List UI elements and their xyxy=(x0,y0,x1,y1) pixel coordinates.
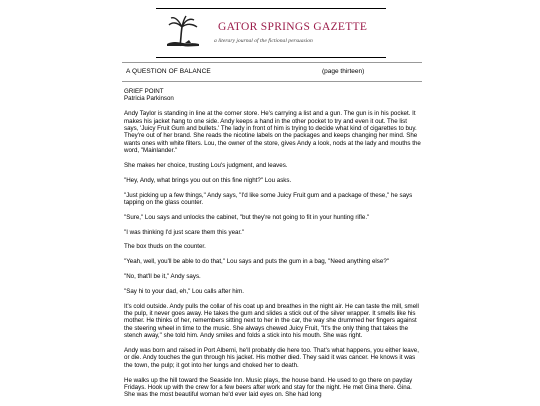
publication-subtitle: a literary journal of the fictional persuasion xyxy=(214,38,313,44)
story-title: GRIEF POINT xyxy=(124,88,164,95)
story-paragraph: The box thuds on the counter. xyxy=(124,243,206,251)
story-paragraph: Andy was born and raised in Port Alberni, he'll probably die here too. That's what happens, you either leave, or die. Andy touches the gun through his jacket. His mother died. They said it was cancer. He knows it was the town, the pulp; it got into her lungs and choked her to death. xyxy=(124,347,419,369)
story-paragraph: "Say hi to your dad, eh," Lou calls after him. xyxy=(124,287,244,295)
story-paragraph: "Just picking up a few things," Andy says, "I'd like some Juicy Fruit gum and a package of these," he says tapping on the glass counter. xyxy=(124,191,413,207)
page-number: (page thirteen) xyxy=(322,68,365,75)
gator-tree-logo-icon xyxy=(164,13,202,51)
story-paragraph: "Hey, Andy, what brings you out on this fine night?" Lou asks. xyxy=(124,176,292,184)
story-content xyxy=(124,88,422,406)
story-paragraph: It's cold outside. Andy pulls the collar of his coat up and breathes in the night air. He can taste the mill, smell the pulp, it never goes away. He takes the gum and slides a stick out of the silver wrapper. It smells like his mother. He thinks of her, remembers sitting next to her in the car, the way she drummed her fingers against the steering wheel in time to the music. She always chewed Juicy Fruit, "It's the only thing that takes the stench away," she told him. Andy smiles and folds a stick into his mouth. She was right. xyxy=(124,302,419,340)
story-paragraph: "Sure," Lou says and unlocks the cabinet, "but they're not going to fit in your hunting rifle." xyxy=(124,213,370,221)
story-paragraph: "Yeah, well, you'll be able to do that," Lou says and puts the gum in a bag, "Need anything else?" xyxy=(124,258,389,266)
story-header xyxy=(124,88,422,103)
publication-title: GATOR SPRINGS GAZETTE xyxy=(218,21,368,33)
story-author: Patricia Parkinson xyxy=(124,95,174,103)
section-title: A QUESTION OF BALANCE xyxy=(126,68,211,75)
story-paragraph: "I was thinking I'd just scare them this year." xyxy=(124,228,245,236)
section-header xyxy=(122,62,422,82)
story-paragraph: "No, that'll be it," Andy says. xyxy=(124,273,201,281)
masthead xyxy=(156,8,386,58)
story-paragraph: He walks up the hill toward the Seaside Inn. Music plays, the house band. He used to go there on payday Fridays. Hook up with the crew for a few beers after work and stay for the night. He met Gina there. Gina. She was the most beautiful woman he'd ever laid eyes on. She had long xyxy=(124,376,413,399)
story-paragraph: Andy Taylor is standing in line at the corner store. He's carrying a list and a gun. The gun is in his pocket. It makes his jacket hang to one side. Andy keeps a hand in the other pocket to try and even it out. The list says, 'Juicy Fruit Gum and bullets.' The lady in front of him is trying to decide what kind of cigarettes to buy. They're out of her brand. She reads the nicotine labels on the packages and keeps changing her mind. She wants ones with white filters. Lou, the owner of the store, gives Andy a look, nods at the lady and mouths the word, "Mainlander." xyxy=(124,110,421,155)
story-paragraph: She makes her choice, trusting Lou's judgment, and leaves. xyxy=(124,162,288,170)
